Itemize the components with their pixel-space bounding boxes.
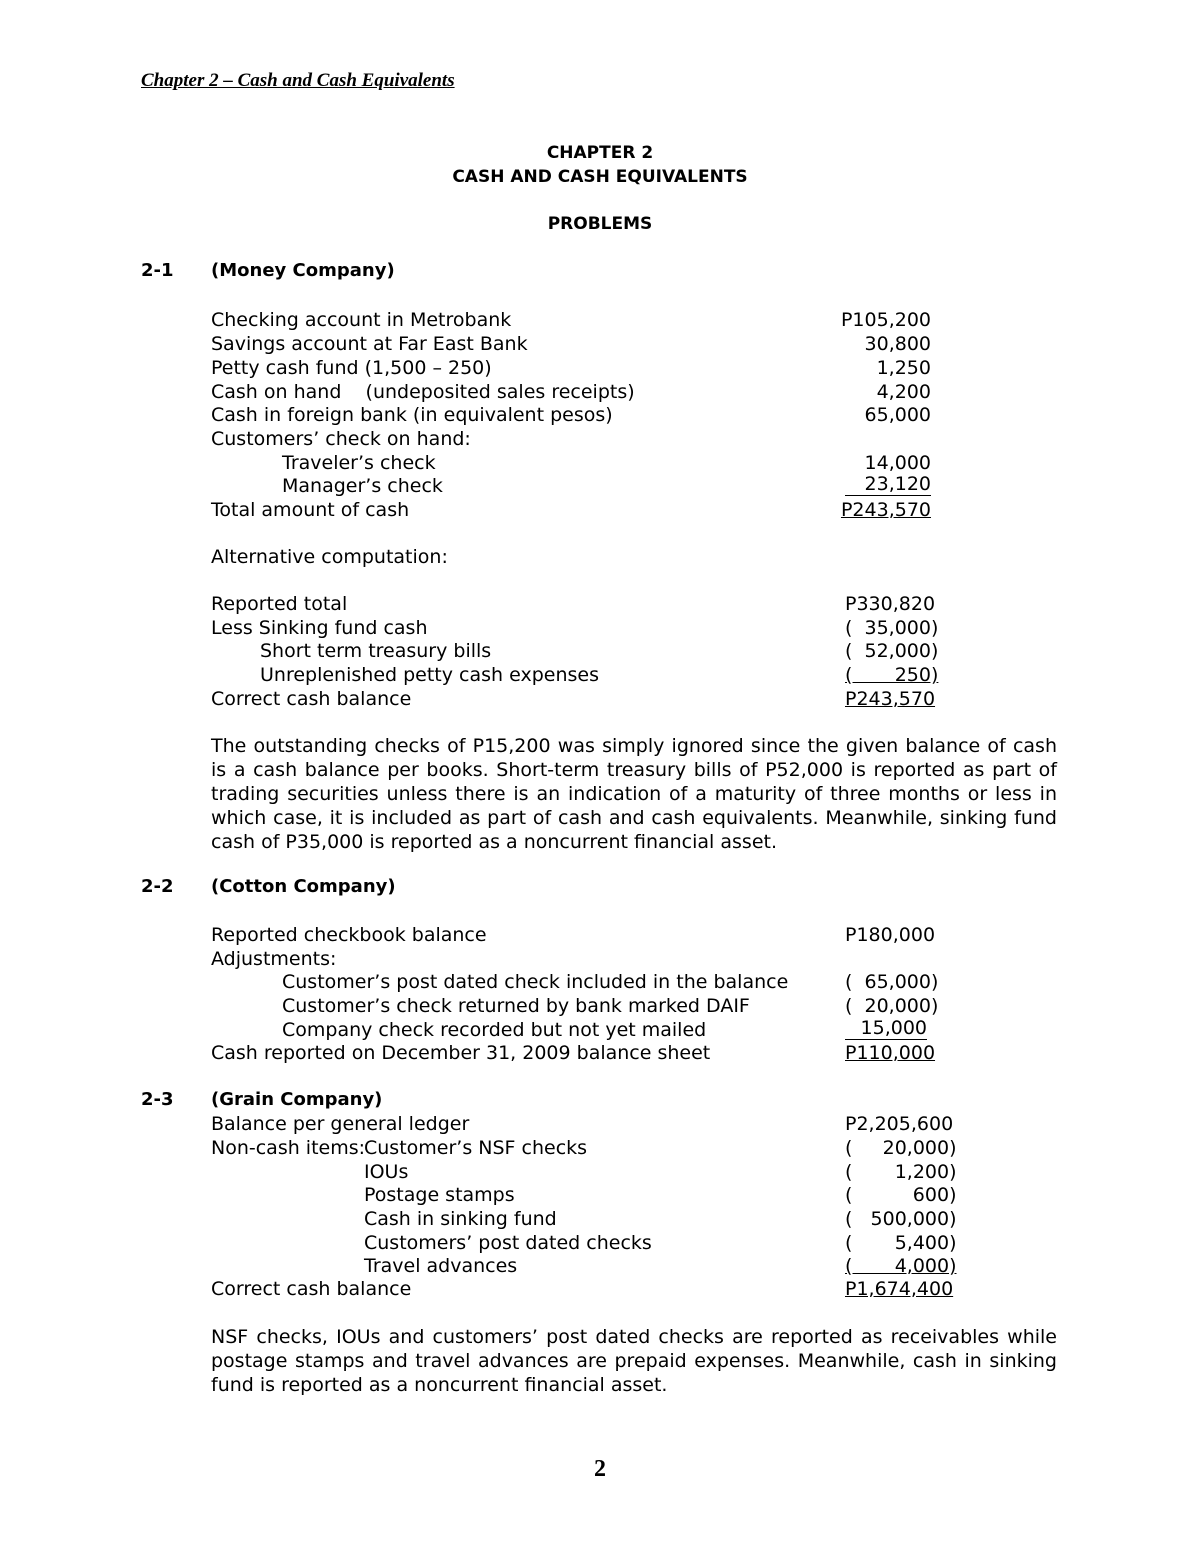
- row-label: Less Sinking fund cash: [211, 617, 428, 639]
- total-label: Total amount of cash: [211, 499, 410, 521]
- row-label: Unreplenished petty cash expenses: [260, 664, 599, 686]
- row-label: Cash on hand (undeposited sales receipts): [211, 381, 635, 403]
- row-label: Cash in sinking fund: [364, 1208, 557, 1230]
- section-title: PROBLEMS: [547, 214, 653, 234]
- row-amount: ( 500,000): [845, 1208, 957, 1230]
- row-label: Checking account in Metrobank: [211, 309, 512, 331]
- row-label: Customer’s NSF checks: [364, 1137, 588, 1159]
- problem-number: 2-1: [141, 260, 174, 281]
- row-label: Petty cash fund (1,500 – 250): [211, 357, 492, 379]
- row-label: Customer’s post dated check included in the balance: [282, 971, 789, 993]
- row-label: Postage stamps: [364, 1184, 515, 1206]
- row-amount: ( 1,200): [845, 1161, 957, 1183]
- total-label: Correct cash balance: [211, 688, 412, 710]
- total-label: Correct cash balance: [211, 1278, 412, 1300]
- row-amount: P330,820: [845, 593, 936, 615]
- problem-number: 2-3: [141, 1089, 174, 1110]
- chapter-number: CHAPTER 2: [546, 143, 654, 163]
- row-amount: ( 52,000): [845, 640, 939, 662]
- row-amount: ( 20,000): [845, 1137, 957, 1159]
- row-amount: ( 4,000): [845, 1255, 957, 1277]
- row-label: Cash in foreign bank (in equivalent pesos): [211, 404, 613, 426]
- row-amount: 15,000: [845, 1018, 927, 1040]
- row-amount: ( 600): [845, 1184, 957, 1206]
- row-amount: 4,200: [876, 381, 931, 403]
- row-label: Customers’ post dated checks: [364, 1232, 652, 1254]
- row-amount: 65,000: [864, 404, 931, 426]
- row-label: Customers’ check on hand:: [211, 428, 471, 450]
- total-label: Cash reported on December 31, 2009 balance sheet: [211, 1042, 711, 1064]
- row-amount: 23,120: [845, 474, 931, 496]
- total-amount: P243,570: [840, 499, 931, 521]
- total-amount: P243,570: [845, 688, 936, 710]
- row-label: Short term treasury bills: [260, 640, 492, 662]
- chapter-title: CASH AND CASH EQUIVALENTS: [452, 167, 748, 187]
- problem-number: 2-2: [141, 876, 174, 897]
- row-label: Manager’s check: [282, 475, 443, 497]
- row-label: Company check recorded but not yet mailed: [282, 1019, 707, 1041]
- noncash-label: Non-cash items:: [211, 1137, 366, 1159]
- page-number: 2: [594, 1456, 606, 1482]
- row-label: Reported total: [211, 593, 348, 615]
- problem-title: (Cotton Company): [211, 876, 396, 897]
- row-amount: 14,000: [864, 452, 931, 474]
- row-amount: ( 20,000): [845, 995, 939, 1017]
- problem-title: (Grain Company): [211, 1089, 383, 1110]
- row-label: Traveler’s check: [282, 452, 436, 474]
- total-amount: P1,674,400: [845, 1278, 954, 1300]
- row-amount: ( 5,400): [845, 1232, 957, 1254]
- row-amount: P105,200: [840, 309, 931, 331]
- problem-title: (Money Company): [211, 260, 395, 281]
- running-header: Chapter 2 – Cash and Cash Equivalents: [141, 70, 455, 91]
- total-amount: P110,000: [845, 1042, 936, 1064]
- row-label: Travel advances: [364, 1255, 518, 1277]
- row-label: Savings account at Far East Bank: [211, 333, 528, 355]
- row-amount: ( 35,000): [845, 617, 939, 639]
- row-amount: P180,000: [845, 924, 936, 946]
- row-label: Adjustments:: [211, 948, 337, 970]
- row-label: IOUs: [364, 1161, 409, 1183]
- row-amount: ( 250): [845, 664, 939, 686]
- row-amount: 30,800: [864, 333, 931, 355]
- explanation-paragraph: The outstanding checks of P15,200 was simply ignored since the given balance of cash is a cash balance per books. Short-term treasury bills of P52,000 is reported as part of trading securities unless there is an indication of a maturity of three months or less in which case, it is included as part of cash and cash equivalents. Meanwhile, sinking fund cash of P35,000 is reported as a noncurrent financial asset.: [211, 735, 1057, 853]
- explanation-paragraph: NSF checks, IOUs and customers’ post dated checks are reported as receivables while postage stamps and travel advances are prepaid expenses. Meanwhile, cash in sinking fund is reported as a noncurrent financial asset.: [211, 1326, 1057, 1396]
- row-label: Reported checkbook balance: [211, 924, 487, 946]
- alt-label: Alternative computation:: [211, 546, 448, 568]
- row-label: Customer’s check returned by bank marked DAIF: [282, 995, 750, 1017]
- row-amount: 1,250: [876, 357, 931, 379]
- row-label: Balance per general ledger: [211, 1113, 470, 1135]
- row-amount: ( 65,000): [845, 971, 939, 993]
- row-amount: P2,205,600: [845, 1113, 954, 1135]
